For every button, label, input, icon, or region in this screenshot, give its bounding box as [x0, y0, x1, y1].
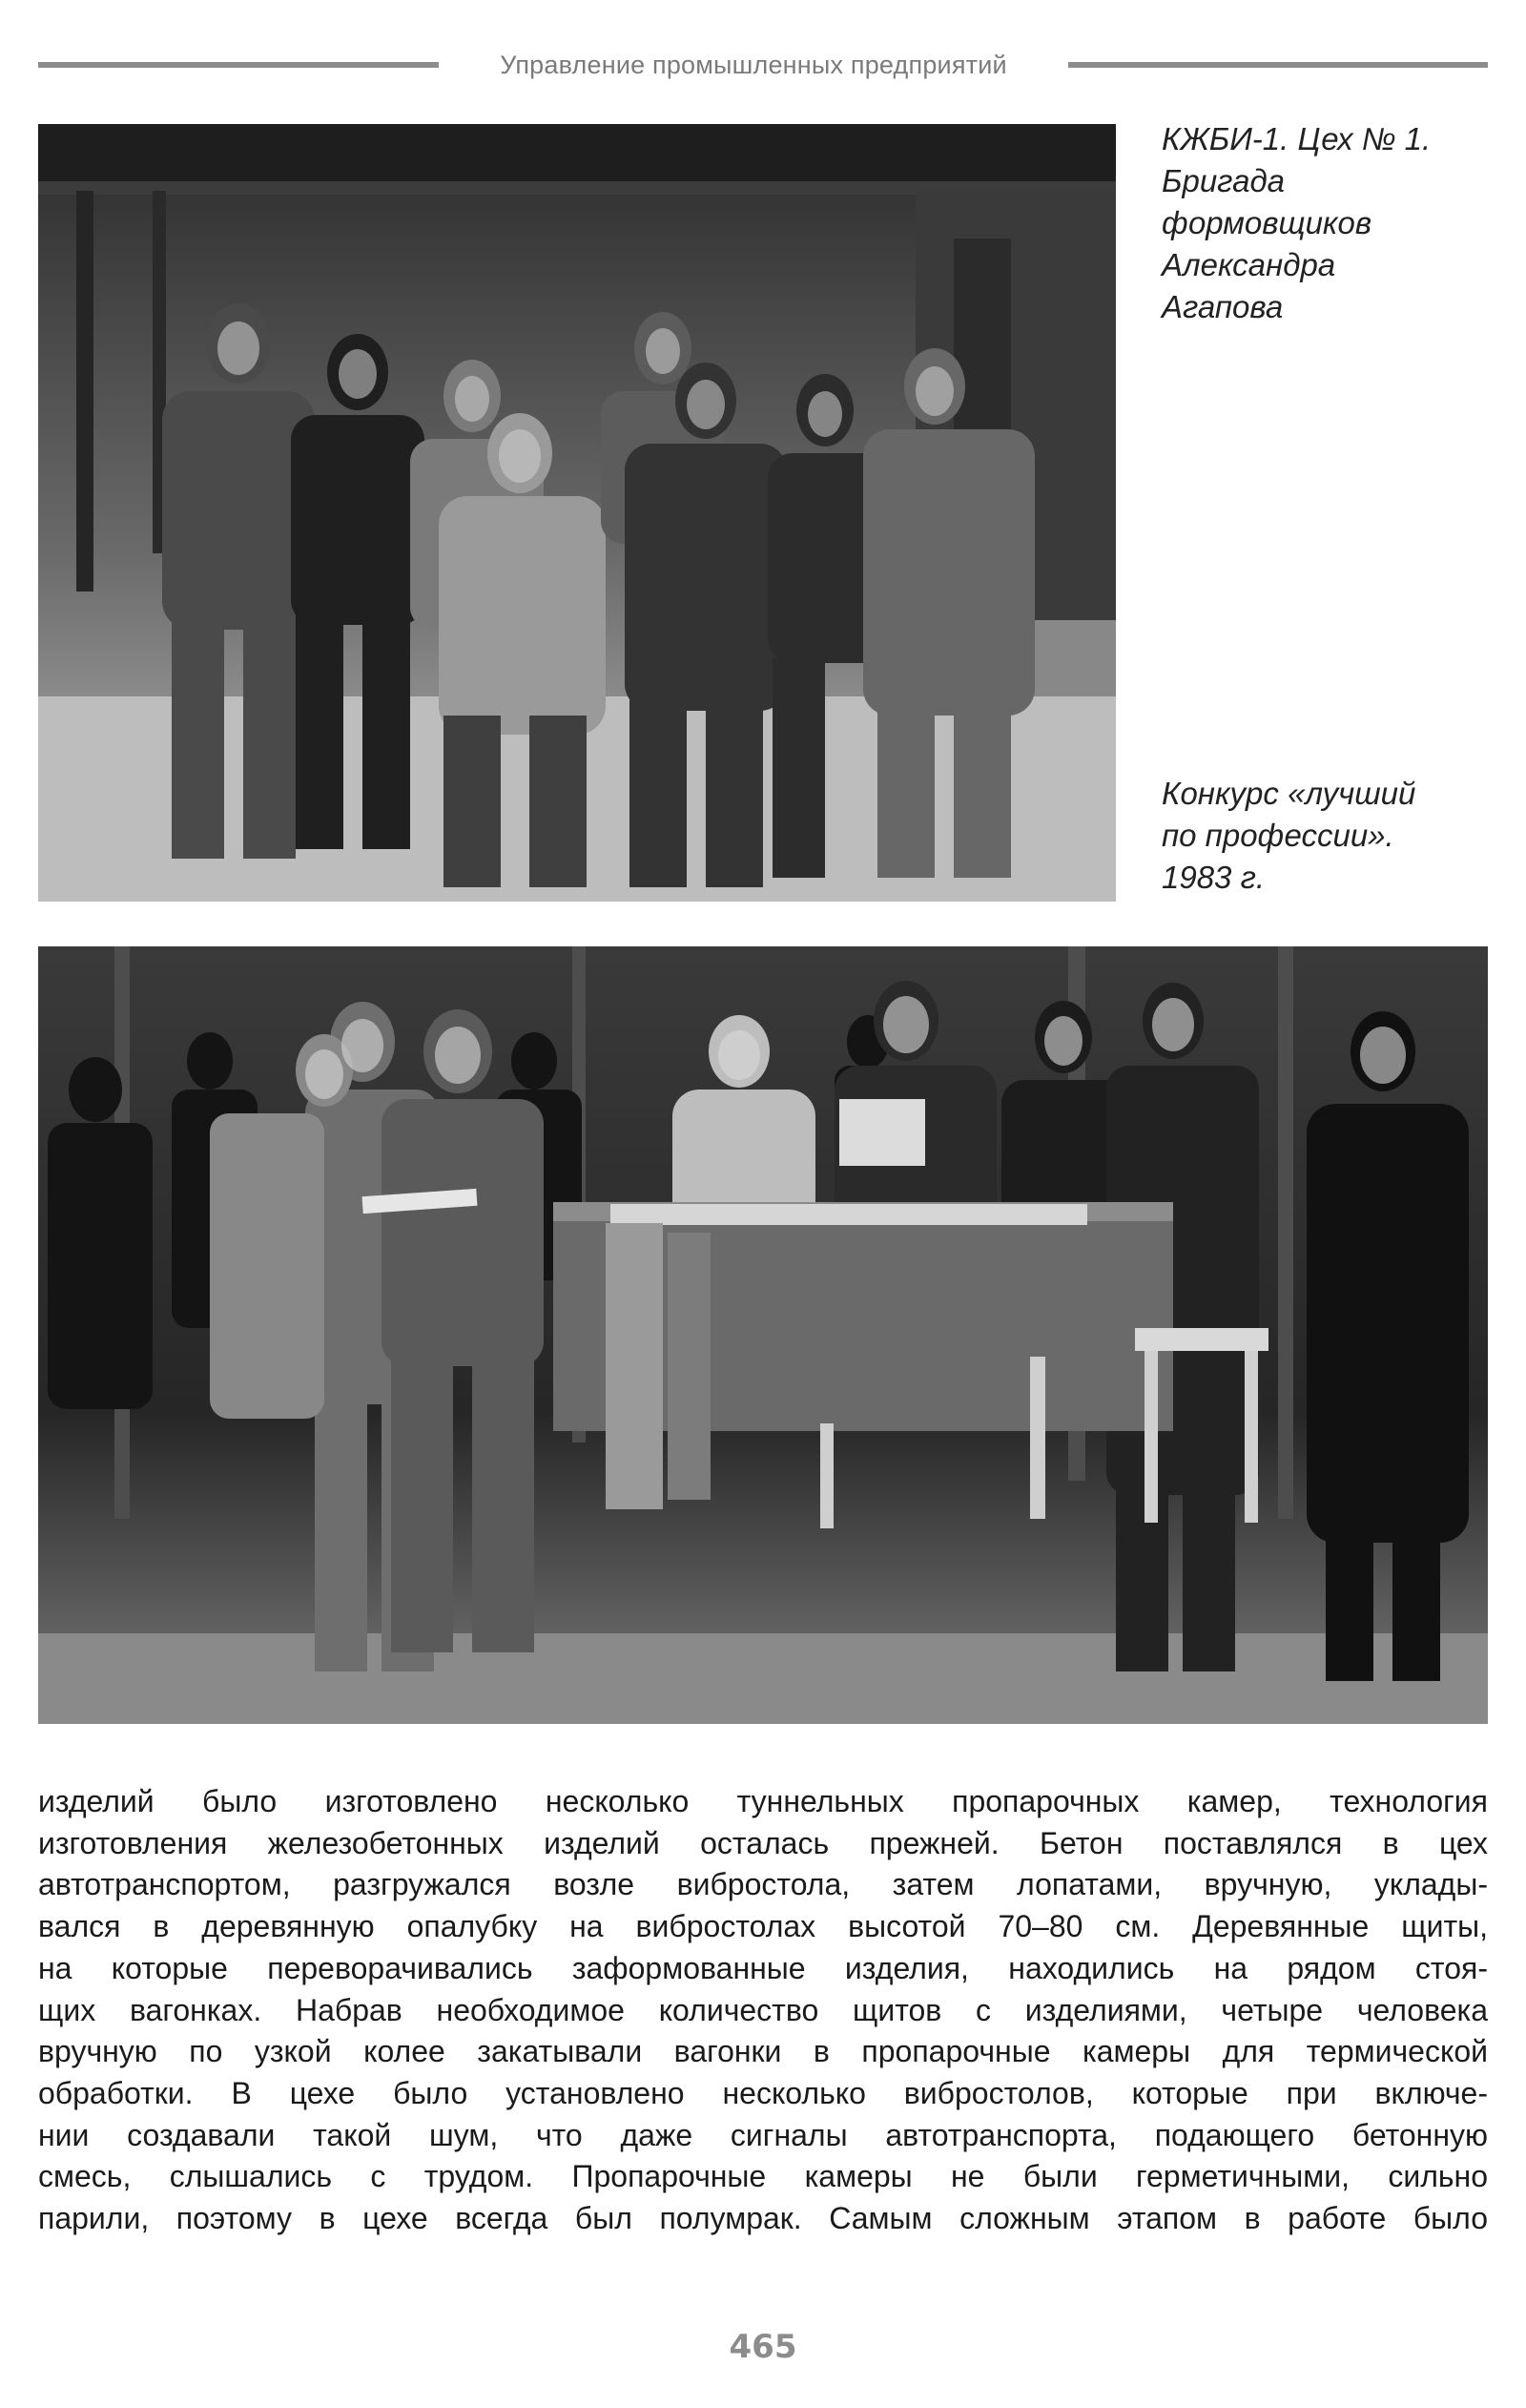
running-header-title: Управление промышленных предприятий: [500, 51, 1007, 79]
body-line: парили, поэтому в цехе всегда был полумрак. Самым сложным этапом в работе было: [38, 2201, 1488, 2236]
body-line: изготовления железобетонных изделий осталась прежней. Бетон поставлялся в цех: [38, 1825, 1488, 1860]
photograph-workshop-brigade-icon: [38, 124, 1116, 902]
body-line: автотранспортом, разгружался возле вибростола, затем лопатами, вручную, уклады-: [38, 1867, 1488, 1902]
body-line: вручную по узкой колее закатывали вагонки в пропарочные камеры для термической: [38, 2034, 1488, 2069]
body-line: щих вагонках. Набрав необходимое количество щитов с изделиями, четыре человека: [38, 1992, 1488, 2027]
body-line: вался в деревянную опалубку на вибростолах высотой 70–80 см. Деревянные щиты,: [38, 1909, 1488, 1944]
running-header: [38, 46, 1488, 84]
photo-award-ceremony: [38, 946, 1488, 1724]
body-text: [38, 1781, 1488, 2240]
photo-caption-brigade: КЖБИ-1. Цех № 1. Бригада формовщиков Александра Агапова: [1162, 121, 1432, 324]
body-line: изделий было изготовлено несколько туннельных пропарочных камер, технология: [38, 1784, 1488, 1818]
page-number: 465: [729, 2328, 797, 2366]
header-rule-right: [1068, 62, 1488, 68]
photo-brigade: [38, 124, 1116, 902]
body-line: обработки. В цехе было установлено несколько вибростолов, которые при включе-: [38, 2075, 1488, 2110]
header-rule-left: [38, 62, 439, 68]
photo-caption-contest: Конкурс «лучший по профессии». 1983 г.: [1162, 776, 1416, 895]
body-line: на которые переворачивались заформованные изделия, находились на рядом стоя-: [38, 1950, 1488, 1985]
photograph-award-ceremony-icon: [38, 946, 1488, 1724]
body-line: нии создавали такой шум, что даже сигналы автотранспорта, подающего бетонную: [38, 2117, 1488, 2152]
body-line: смесь, слышались с трудом. Пропарочные камеры не были герметичными, сильно: [38, 2159, 1488, 2194]
